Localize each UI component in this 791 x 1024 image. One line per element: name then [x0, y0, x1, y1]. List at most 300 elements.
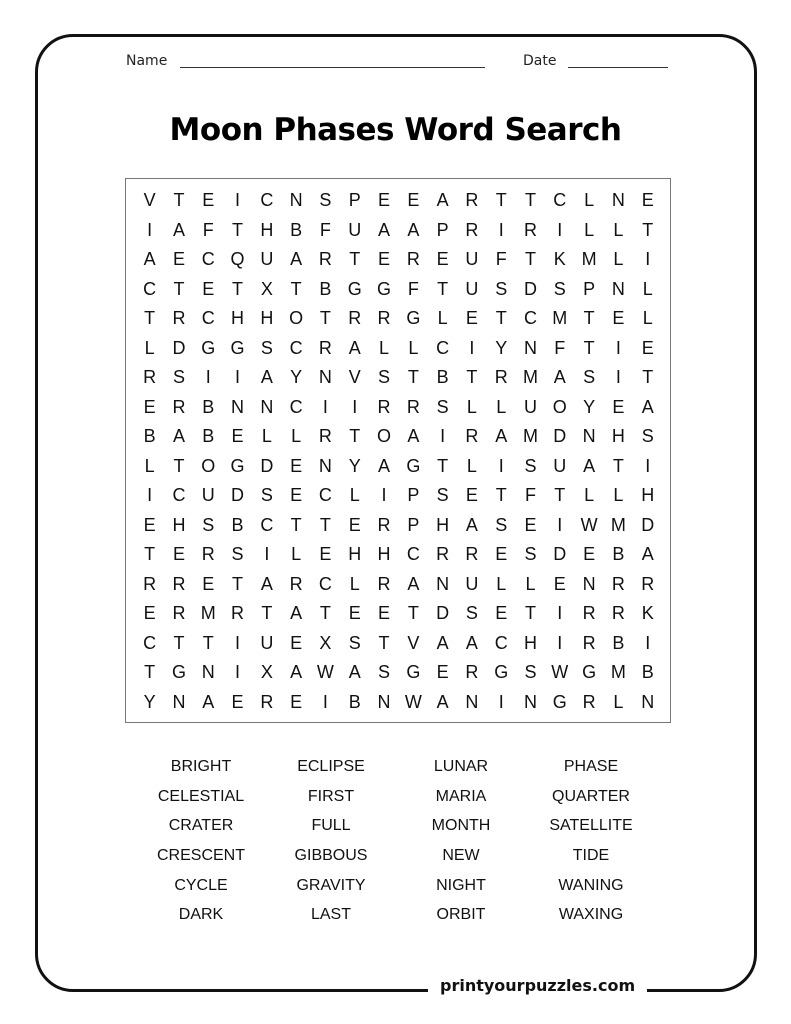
grid-letter: B: [436, 367, 449, 388]
grid-letter: Q: [230, 249, 245, 270]
name-date-row: [0, 52, 791, 74]
grid-letter: E: [407, 190, 420, 211]
grid-letter: S: [436, 396, 449, 417]
grid-letter: I: [322, 396, 328, 417]
grid-letter: E: [143, 396, 156, 417]
word-list-item: FIRST: [307, 787, 355, 805]
grid-letter: A: [290, 662, 303, 683]
word-list-item: ORBIT: [436, 906, 486, 924]
grid-letter: S: [436, 485, 449, 506]
grid-letter: A: [260, 367, 273, 388]
grid-letter: E: [436, 662, 449, 683]
word-list-item: ECLIPSE: [297, 758, 365, 775]
grid-letter: R: [611, 573, 625, 594]
word-list-item: NEW: [442, 847, 480, 865]
grid-letter: I: [557, 514, 563, 535]
grid-letter: R: [318, 426, 332, 447]
grid-letter: G: [406, 308, 421, 329]
grid-letter: T: [349, 249, 361, 270]
grid-letter: H: [260, 219, 274, 240]
grid-letter: E: [465, 308, 478, 329]
grid-letter: C: [289, 396, 303, 417]
grid-letter: C: [201, 249, 215, 270]
grid-letter: I: [645, 632, 651, 653]
grid-letter: D: [641, 514, 655, 535]
grid-letter: I: [381, 485, 387, 506]
grid-letter: I: [235, 632, 241, 653]
grid-letter: U: [260, 632, 274, 653]
grid-letter: D: [172, 337, 186, 358]
grid-letter: H: [377, 544, 391, 565]
grid-letter: M: [523, 367, 538, 388]
grid-letter: B: [290, 219, 303, 240]
grid-letter: I: [557, 603, 563, 624]
grid-letter: N: [318, 455, 332, 476]
grid-letter: A: [407, 573, 420, 594]
grid-letter: C: [260, 190, 274, 211]
grid-letter: M: [523, 426, 538, 447]
grid-letter: R: [377, 573, 391, 594]
grid-letter: O: [201, 455, 216, 476]
grid-letter: T: [290, 514, 302, 535]
grid-letter: R: [582, 603, 596, 624]
grid-letter: T: [583, 308, 595, 329]
word-list-item: LAST: [310, 906, 351, 924]
grid-letter: N: [231, 396, 245, 417]
grid-letter: M: [552, 308, 568, 329]
grid-letter: E: [495, 603, 508, 624]
grid-letter: E: [290, 691, 303, 712]
grid-letter: T: [437, 278, 449, 299]
grid-letter: U: [465, 249, 479, 270]
grid-letter: E: [172, 249, 185, 270]
grid-letter: N: [201, 662, 215, 683]
grid-letter: F: [407, 278, 419, 299]
grid-letter: E: [583, 544, 596, 565]
grid-letter: N: [172, 691, 186, 712]
grid-letter: P: [436, 219, 449, 240]
date-label: Date: [523, 53, 557, 69]
grid-letter: M: [610, 514, 626, 535]
grid-letter: I: [498, 219, 504, 240]
grid-letter: L: [437, 308, 448, 329]
grid-letter: U: [465, 278, 479, 299]
grid-letter: N: [289, 190, 303, 211]
grid-letter: T: [173, 190, 185, 211]
grid-letter: T: [144, 308, 156, 329]
grid-letter: B: [612, 632, 625, 653]
grid-letter: E: [348, 603, 361, 624]
grid-letter: L: [584, 190, 595, 211]
grid-letter: R: [289, 573, 303, 594]
grid-letter: C: [143, 632, 157, 653]
grid-letter: R: [318, 249, 332, 270]
grid-letter: W: [580, 514, 598, 535]
grid-letter: I: [615, 337, 621, 358]
grid-letter: C: [318, 573, 332, 594]
grid-letter: E: [231, 691, 244, 712]
grid-letter: R: [260, 691, 274, 712]
grid-letter: B: [319, 278, 332, 299]
grid-letter: I: [498, 455, 504, 476]
grid-letter: A: [583, 455, 596, 476]
grid-letter: B: [231, 514, 244, 535]
grid-letter: B: [641, 662, 654, 683]
grid-letter: N: [582, 426, 596, 447]
grid-letter: E: [290, 455, 303, 476]
word-list-item: WAXING: [558, 906, 624, 924]
grid-letter: U: [465, 573, 479, 594]
word-list-item: BRIGHT: [170, 758, 232, 775]
grid-letter: L: [466, 455, 477, 476]
grid-letter: F: [525, 485, 536, 506]
word-list-item: GIBBOUS: [294, 847, 368, 865]
grid-letter: N: [611, 278, 625, 299]
grid-letter: T: [437, 455, 449, 476]
grid-letter: L: [261, 426, 272, 447]
grid-letter: E: [143, 603, 156, 624]
grid-letter: E: [202, 190, 215, 211]
grid-letter: U: [553, 455, 567, 476]
grid-letter: I: [469, 337, 475, 358]
grid-letter: C: [406, 544, 420, 565]
grid-letter: P: [407, 514, 420, 535]
word-list-item: WANING: [558, 876, 624, 894]
grid-letter: T: [583, 337, 595, 358]
grid-letter: L: [642, 308, 653, 329]
grid-letter: R: [406, 396, 420, 417]
word-list-item: CRESCENT: [156, 847, 245, 865]
grid-letter: B: [612, 544, 625, 565]
grid-letter: E: [202, 278, 215, 299]
grid-letter: N: [582, 573, 596, 594]
grid-letter: I: [235, 662, 241, 683]
grid-letter: R: [231, 603, 245, 624]
grid-letter: I: [147, 485, 153, 506]
grid-letter: P: [407, 485, 420, 506]
grid-letter: T: [466, 367, 478, 388]
grid-letter: G: [552, 691, 567, 712]
grid-letter: A: [553, 367, 566, 388]
grid-letter: G: [406, 662, 421, 683]
grid-letter: E: [378, 603, 391, 624]
word-list-item: QUARTER: [552, 787, 630, 805]
grid-letter: S: [260, 485, 273, 506]
grid-letter: E: [348, 514, 361, 535]
grid-letter: C: [524, 308, 537, 329]
grid-letter: I: [440, 426, 446, 447]
word-list-item: SATELLITE: [549, 817, 633, 835]
grid-letter: I: [557, 219, 563, 240]
grid-letter: T: [554, 485, 566, 506]
grid-letter: T: [407, 367, 419, 388]
name-label: Name: [126, 53, 168, 69]
grid-letter: A: [348, 662, 361, 683]
grid-letter: A: [495, 426, 508, 447]
grid-letter: R: [611, 603, 625, 624]
grid-letter: T: [173, 632, 185, 653]
grid-letter: L: [144, 337, 155, 358]
grid-letter: T: [642, 219, 654, 240]
grid-letter: W: [551, 662, 569, 683]
grid-letter: N: [318, 367, 332, 388]
grid-letter: B: [143, 426, 156, 447]
grid-letter: S: [378, 367, 391, 388]
grid-letter: N: [465, 691, 479, 712]
grid-letter: T: [290, 278, 302, 299]
grid-letter: S: [553, 278, 566, 299]
grid-letter: C: [318, 485, 332, 506]
grid-letter: A: [641, 544, 654, 565]
grid-letter: T: [495, 485, 507, 506]
grid-letter: D: [553, 426, 567, 447]
grid-letter: A: [290, 603, 303, 624]
grid-letter: A: [260, 573, 273, 594]
grid-letter: E: [436, 249, 449, 270]
grid-letter: I: [557, 632, 563, 653]
grid-letter: E: [553, 573, 566, 594]
grid-letter: G: [377, 278, 392, 299]
grid-letter: L: [144, 455, 155, 476]
grid-letter: S: [172, 367, 185, 388]
grid-letter: S: [524, 662, 537, 683]
grid-letter: E: [231, 426, 244, 447]
grid-letter: L: [349, 573, 360, 594]
grid-letter: L: [613, 691, 624, 712]
grid-letter: G: [230, 455, 245, 476]
grid-letter: E: [290, 485, 303, 506]
grid-letter: W: [316, 662, 334, 683]
grid-letter: M: [200, 603, 216, 624]
grid-letter: T: [202, 632, 214, 653]
grid-letter: L: [584, 485, 595, 506]
grid-letter: F: [319, 219, 331, 240]
grid-letter: R: [172, 573, 186, 594]
grid-letter: E: [319, 544, 332, 565]
grid-letter: L: [379, 337, 390, 358]
grid-letter: L: [496, 396, 507, 417]
grid-letter: R: [348, 308, 362, 329]
grid-letter: D: [524, 278, 537, 299]
grid-letter: G: [171, 662, 186, 683]
grid-letter: T: [319, 308, 331, 329]
grid-letter: R: [494, 367, 508, 388]
grid-letter: I: [498, 691, 504, 712]
grid-letter: T: [378, 632, 390, 653]
word-list-item: NIGHT: [436, 876, 486, 894]
grid-letter: Y: [495, 337, 508, 358]
grid-letter: C: [436, 337, 450, 358]
grid-letter: R: [172, 603, 186, 624]
grid-letter: S: [202, 514, 215, 535]
grid-letter: U: [348, 219, 362, 240]
grid-letter: X: [319, 632, 332, 653]
word-search-grid-box: [125, 178, 671, 723]
grid-letter: L: [584, 219, 595, 240]
grid-letter: T: [495, 190, 507, 211]
grid-letter: I: [645, 249, 651, 270]
grid-letter: A: [378, 455, 391, 476]
grid-letter: S: [378, 662, 391, 683]
grid-letter: F: [202, 219, 214, 240]
grid-letter: T: [319, 514, 331, 535]
word-list-item: GRAVITY: [296, 876, 366, 894]
grid-letter: Y: [290, 367, 303, 388]
grid-letter: T: [495, 308, 507, 329]
grid-letter: T: [232, 573, 244, 594]
grid-letter: C: [553, 190, 567, 211]
grid-letter: X: [260, 278, 273, 299]
grid-letter: T: [173, 278, 185, 299]
grid-letter: R: [377, 514, 391, 535]
grid-letter: L: [613, 219, 624, 240]
grid-letter: S: [495, 514, 508, 535]
grid-letter: N: [524, 337, 537, 358]
grid-letter: T: [349, 426, 361, 447]
grid-letter: F: [495, 249, 507, 270]
grid-letter: U: [524, 396, 537, 417]
grid-letter: S: [495, 278, 508, 299]
grid-letter: T: [525, 603, 536, 624]
grid-letter: X: [260, 662, 273, 683]
grid-letter: F: [554, 337, 566, 358]
grid-letter: V: [348, 367, 361, 388]
grid-letter: N: [524, 691, 537, 712]
grid-letter: R: [377, 308, 391, 329]
grid-letter: A: [465, 632, 478, 653]
word-list-item: CELESTIAL: [157, 787, 245, 805]
grid-letter: A: [378, 219, 391, 240]
grid-letter: N: [611, 190, 625, 211]
footer-site-name: printyourpuzzles.com: [428, 976, 647, 995]
grid-letter: I: [352, 396, 358, 417]
grid-letter: N: [436, 573, 450, 594]
grid-letter: T: [232, 278, 244, 299]
grid-letter: D: [260, 455, 274, 476]
grid-letter: R: [201, 544, 215, 565]
grid-letter: C: [172, 485, 186, 506]
grid-letter: T: [407, 603, 419, 624]
grid-letter: T: [144, 662, 156, 683]
grid-letter: T: [261, 603, 273, 624]
grid-letter: C: [260, 514, 274, 535]
grid-letter: R: [582, 632, 596, 653]
grid-letter: L: [291, 544, 302, 565]
grid-letter: E: [612, 396, 625, 417]
grid-letter: G: [406, 455, 421, 476]
grid-letter: A: [436, 190, 449, 211]
grid-letter: L: [466, 396, 477, 417]
grid-letter: A: [465, 514, 478, 535]
grid-letter: D: [231, 485, 245, 506]
grid-letter: S: [641, 426, 654, 447]
grid-letter: G: [494, 662, 509, 683]
grid-letter: R: [143, 573, 157, 594]
word-list-item: DARK: [178, 906, 224, 924]
grid-letter: H: [611, 426, 625, 447]
grid-letter: S: [260, 337, 273, 358]
word-list-item: CRATER: [168, 817, 234, 835]
grid-letter: T: [612, 455, 624, 476]
grid-letter: I: [645, 455, 651, 476]
grid-letter: A: [290, 249, 303, 270]
grid-letter: S: [524, 455, 537, 476]
grid-letter: H: [231, 308, 245, 329]
grid-letter: E: [465, 485, 478, 506]
grid-letter: C: [143, 278, 157, 299]
grid-letter: Y: [583, 396, 596, 417]
word-list-item: LUNAR: [433, 758, 489, 775]
grid-letter: T: [319, 603, 331, 624]
grid-letter: R: [524, 219, 537, 240]
grid-letter: E: [641, 190, 654, 211]
grid-letter: A: [436, 691, 449, 712]
grid-letter: L: [349, 485, 360, 506]
grid-letter: K: [641, 603, 654, 624]
grid-letter: H: [641, 485, 655, 506]
grid-letter: O: [377, 426, 392, 447]
grid-letter: E: [172, 544, 185, 565]
grid-letter: H: [260, 308, 274, 329]
word-list: [136, 758, 656, 936]
grid-letter: R: [465, 426, 479, 447]
word-list-item: TIDE: [572, 847, 610, 865]
grid-letter: P: [348, 190, 361, 211]
grid-letter: I: [205, 367, 211, 388]
grid-letter: H: [436, 514, 450, 535]
grid-letter: L: [496, 573, 507, 594]
grid-letter: S: [524, 544, 537, 565]
grid-letter: C: [289, 337, 303, 358]
grid-letter: T: [232, 219, 244, 240]
word-list-item: CYCLE: [174, 876, 228, 894]
grid-letter: S: [583, 367, 596, 388]
grid-letter: C: [201, 308, 215, 329]
grid-letter: R: [465, 662, 479, 683]
grid-letter: S: [319, 190, 332, 211]
grid-letter: E: [378, 190, 391, 211]
grid-letter: E: [641, 337, 654, 358]
grid-letter: H: [172, 514, 186, 535]
grid-letter: R: [582, 691, 596, 712]
grid-letter: A: [348, 337, 361, 358]
grid-letter: E: [290, 632, 303, 653]
grid-letter: T: [642, 367, 654, 388]
word-list-item: FULL: [311, 817, 351, 835]
grid-letter: R: [406, 249, 420, 270]
grid-letter: T: [525, 190, 536, 211]
word-list-item: MONTH: [431, 817, 491, 835]
grid-letter: N: [377, 691, 391, 712]
grid-letter: E: [612, 308, 625, 329]
grid-letter: E: [202, 573, 215, 594]
grid-letter: I: [322, 691, 328, 712]
grid-letter: E: [524, 514, 537, 535]
grid-letter: G: [230, 337, 245, 358]
grid-letter: L: [408, 337, 419, 358]
grid-letter: V: [143, 190, 156, 211]
grid-letter: I: [235, 190, 241, 211]
grid-letter: V: [407, 632, 420, 653]
grid-letter: R: [143, 367, 157, 388]
date-field-line: [568, 67, 668, 68]
grid-letter: R: [172, 308, 186, 329]
grid-letter: R: [318, 337, 332, 358]
grid-letter: R: [465, 190, 479, 211]
grid-letter: O: [552, 396, 567, 417]
grid-letter: S: [231, 544, 244, 565]
grid-letter: A: [407, 426, 420, 447]
